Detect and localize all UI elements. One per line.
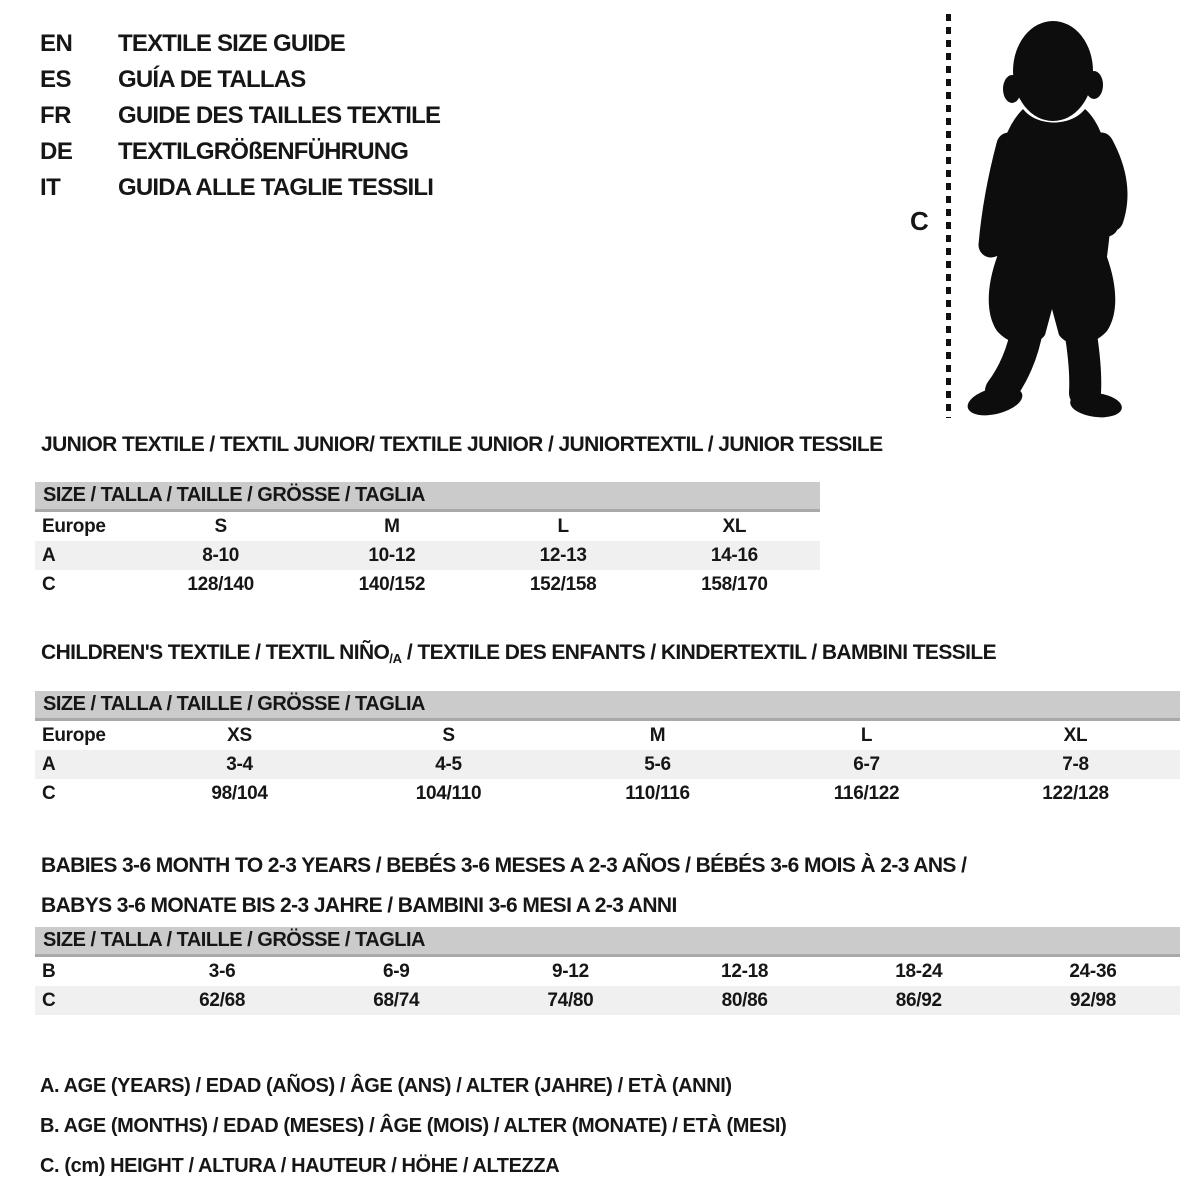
language-title: TEXTILE SIZE GUIDE (118, 30, 345, 57)
table-cell: 12-13 (539, 544, 587, 566)
table-cell: 14-16 (710, 544, 758, 566)
footnote-a: A. AGE (YEARS) / EDAD (AÑOS) / ÂGE (ANS) / ALTER (JAHRE) / ETÀ (ANNI) (40, 1075, 732, 1097)
size-header-bar: SIZE / TALLA / TAILLE / GRÖSSE / TAGLIA (35, 691, 1180, 721)
table-cell: 12-18 (721, 960, 769, 982)
region-label: Europe (42, 724, 106, 746)
table-cell: 18-24 (895, 960, 943, 982)
size-column-header: XL (1063, 724, 1088, 746)
table-cell: 116/122 (833, 782, 900, 804)
footnote-c: C. (cm) HEIGHT / ALTURA / HAUTEUR / HÖHE / ALTEZZA (40, 1155, 560, 1177)
junior-textile-section (35, 433, 883, 599)
table-row-height-cm (35, 986, 1180, 1015)
table-cell: 128/140 (187, 573, 254, 595)
table-cell: 122/128 (1042, 782, 1109, 804)
row-label: C (42, 989, 56, 1011)
language-code: FR (40, 102, 71, 129)
row-label: A (42, 544, 56, 566)
height-measure-label: C (910, 206, 929, 236)
row-label: C (42, 782, 56, 804)
title-text: / TEXTILE DES ENFANTS / KINDERTEXTIL / BAMBINI TESSILE (401, 641, 997, 664)
title-text: CHILDREN'S TEXTILE / TEXTIL NIÑO (41, 641, 390, 664)
table-cell: 110/116 (625, 782, 690, 804)
table-cell: 8-10 (202, 544, 240, 566)
table-cell: 6-7 (853, 753, 880, 775)
column-header-row (35, 512, 820, 541)
legend-footnotes (40, 1066, 786, 1186)
size-column-header: L (860, 724, 873, 746)
section-title-babies-line1: BABIES 3-6 MONTH TO 2-3 YEARS / BEBÉS 3-6 MESES A 2-3 AÑOS / BÉBÉS 3-6 MOIS À 2-3 ANS / (41, 854, 967, 877)
table-cell: 68/74 (373, 989, 420, 1011)
language-title: GUIDE DES TAILLES TEXTILE (118, 102, 441, 129)
language-row-it (40, 170, 440, 206)
language-title: GUÍA DE TALLAS (118, 66, 306, 93)
size-column-header: XL (722, 515, 747, 537)
language-row-es (40, 62, 440, 98)
table-cell: 10-12 (368, 544, 416, 566)
table-cell: 104/110 (415, 782, 482, 804)
column-header-row (35, 721, 1180, 750)
table-cell: 158/170 (701, 573, 768, 595)
table-cell: 9-12 (552, 960, 589, 982)
size-column-header: L (557, 515, 569, 537)
table-cell: 6-9 (382, 960, 410, 982)
size-column-header: XS (227, 724, 252, 746)
table-cell: 80/86 (721, 989, 768, 1011)
table-row-age-years (35, 541, 820, 570)
language-title-list (40, 26, 440, 206)
language-code: DE (40, 138, 73, 165)
table-cell: 62/68 (199, 989, 246, 1011)
table-cell: 98/104 (211, 782, 268, 804)
height-dashed-line (946, 14, 951, 418)
language-title: GUIDA ALLE TAGLIE TESSILI (118, 174, 434, 201)
table-row-height-cm (35, 570, 820, 599)
section-title-babies-line2: BABYS 3-6 MONATE BIS 2-3 JAHRE / BAMBINI 3-6 MESI A 2-3 ANNI (41, 894, 677, 917)
section-title-junior: JUNIOR TEXTILE / TEXTIL JUNIOR/ TEXTILE JUNIOR / JUNIORTEXTIL / JUNIOR TESSILE (41, 433, 883, 456)
table-cell: 140/152 (358, 573, 426, 595)
table-row-height-cm (35, 779, 1180, 808)
table-cell: 5-6 (644, 753, 671, 775)
section-title-children (35, 641, 1180, 667)
table-cell: 74/80 (547, 989, 594, 1011)
language-row-fr (40, 98, 440, 134)
row-label: C (42, 573, 56, 595)
table-cell: 86/92 (895, 989, 942, 1011)
region-label: Europe (42, 515, 106, 537)
footnote-b: B. AGE (MONTHS) / EDAD (MESES) / ÂGE (MOIS) / ALTER (MONATE) / ETÀ (MESI) (40, 1115, 787, 1137)
table-row-age-months (35, 957, 1180, 986)
language-code: ES (40, 66, 72, 93)
language-title: TEXTILGRÖßENFÜHRUNG (118, 138, 409, 165)
size-column-header: S (214, 515, 227, 537)
table-cell: 3-4 (226, 753, 253, 775)
table-row-age-years (35, 750, 1180, 779)
row-label: B (42, 960, 56, 982)
size-column-header: M (384, 515, 400, 537)
row-label: A (42, 753, 56, 775)
size-header-bar: SIZE / TALLA / TAILLE / GRÖSSE / TAGLIA (35, 927, 1180, 957)
table-cell: 24-36 (1069, 960, 1117, 982)
size-column-header: S (442, 724, 455, 746)
table-cell: 152/158 (529, 573, 597, 595)
size-column-header: M (649, 724, 666, 746)
table-cell: 4-5 (435, 753, 462, 775)
toddler-silhouette-image (963, 13, 1141, 419)
table-cell: 3-6 (208, 960, 236, 982)
children-textile-section (35, 641, 1180, 808)
table-cell: 92/98 (1069, 989, 1116, 1011)
babies-textile-section (35, 846, 1180, 1015)
language-row-en (40, 26, 440, 62)
title-subscript: /A (389, 651, 402, 666)
size-header-bar: SIZE / TALLA / TAILLE / GRÖSSE / TAGLIA (35, 482, 820, 512)
language-code: EN (40, 30, 73, 57)
language-code: IT (40, 174, 61, 201)
language-row-de (40, 134, 440, 170)
table-cell: 7-8 (1062, 753, 1089, 775)
